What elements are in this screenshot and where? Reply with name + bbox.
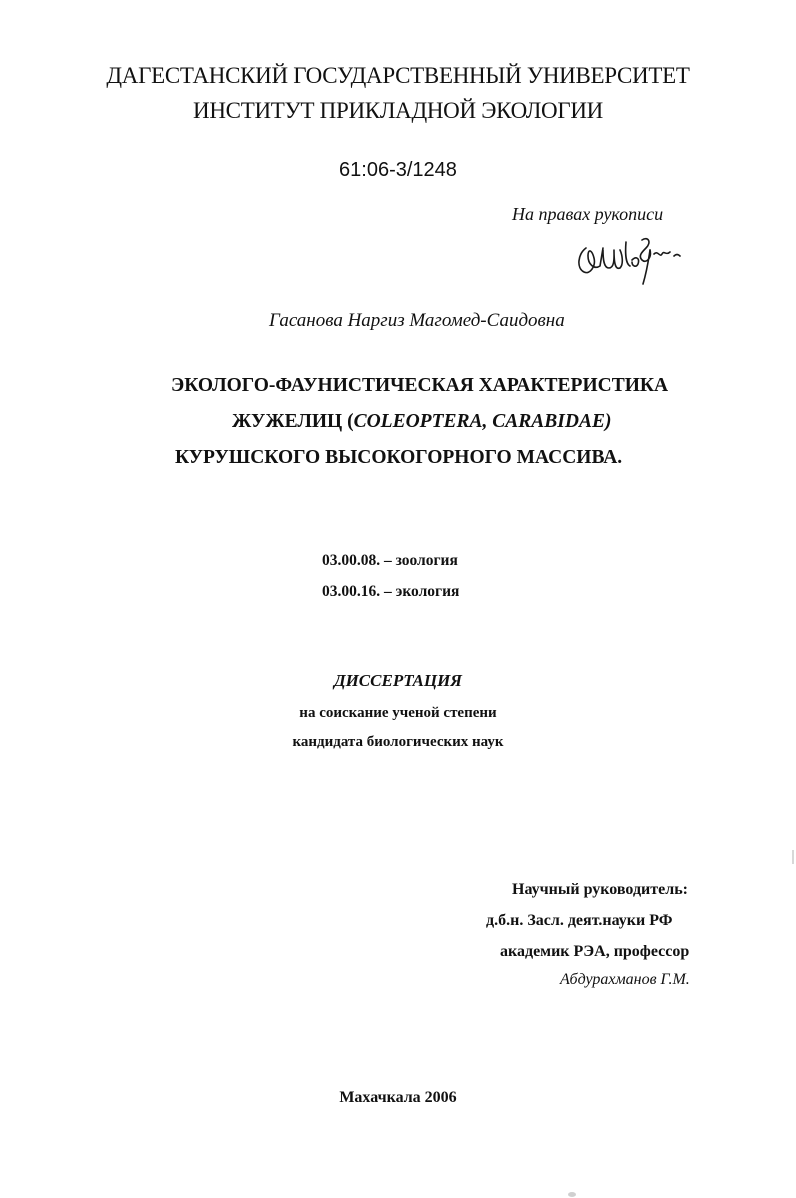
place-year: Махачкала 2006: [339, 1089, 457, 1106]
supervisor-position: академик РЭА, профессор: [500, 943, 690, 960]
degree-purpose-line: на соискание ученой степени: [299, 705, 497, 721]
scan-edge-mark: [792, 850, 794, 864]
institute-name: ИНСТИТУТ ПРИКЛАДНОЙ ЭКОЛОГИИ: [193, 98, 603, 123]
author-name: Гасанова Наргиз Магомед-Саидовна: [269, 310, 565, 331]
supervisor-name: Абдурахманов Г.М.: [560, 971, 690, 988]
catalog-code: 61:06-3/1248: [339, 159, 457, 181]
specialty-item: 03.00.16. – экология: [322, 583, 460, 600]
university-name: ДАГЕСТАНСКИЙ ГОСУДАРСТВЕННЫЙ УНИВЕРСИТЕТ: [106, 63, 690, 88]
scan-dot-mark: [568, 1192, 576, 1197]
title-line-2-prefix: ЖУЖЕЛИЦ (: [232, 411, 354, 432]
title-line-2-latin: COLEOPTERA, CARABIDAE): [353, 411, 612, 432]
signature-icon: [570, 220, 695, 288]
manuscript-rights-label: На правах рукописи: [512, 204, 664, 224]
degree-name-line: кандидата биологических наук: [292, 734, 504, 750]
supervisor-degree: д.б.н. Засл. деят.науки РФ: [486, 912, 673, 929]
supervisor-label: Научный руководитель:: [512, 881, 688, 898]
title-line-1: ЭКОЛОГО-ФАУНИСТИЧЕСКАЯ ХАРАКТЕРИСТИКА: [171, 375, 669, 396]
title-line-3: КУРУШСКОГО ВЫСОКОГОРНОГО МАССИВА.: [175, 447, 623, 468]
dissertation-heading: ДИССЕРТАЦИЯ: [333, 671, 463, 690]
title-line-2: [232, 412, 611, 432]
specialty-item: 03.00.08. – зоология: [322, 552, 458, 569]
